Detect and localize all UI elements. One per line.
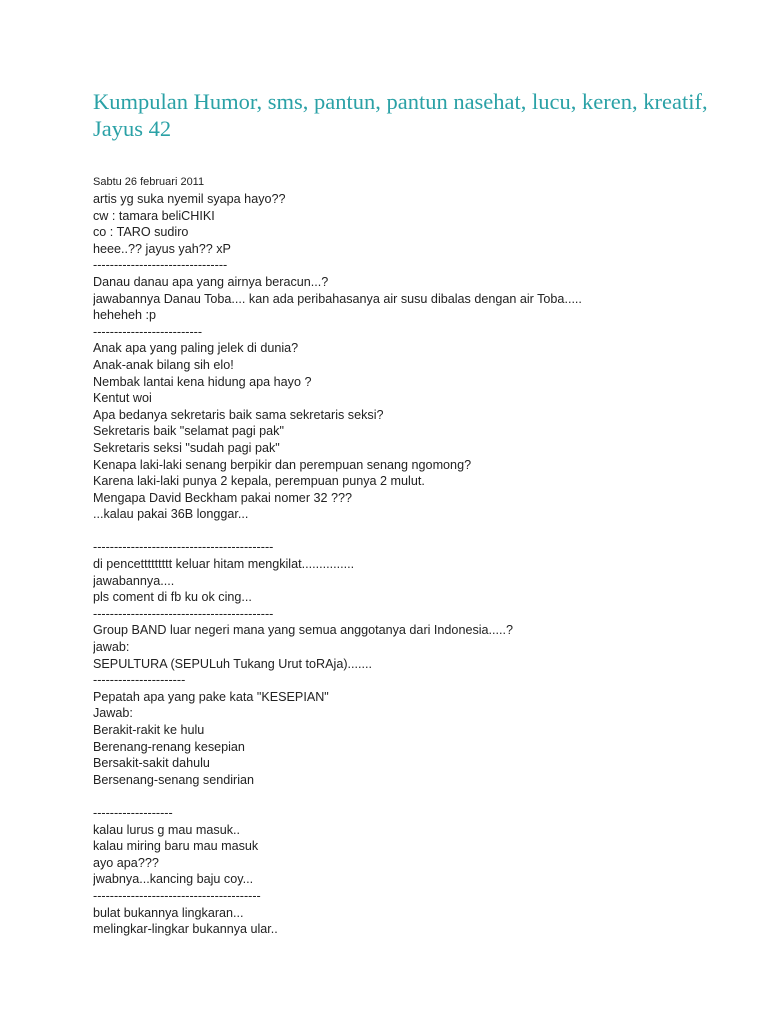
text-line: Anak-anak bilang sih elo!	[93, 357, 234, 372]
text-line: bulat bukannya lingkaran...	[93, 905, 244, 920]
text-line: Sekretaris seksi "sudah pagi pak"	[93, 440, 280, 455]
text-line: Karena laki-laki punya 2 kepala, perempuan punya 2 mulut.	[93, 474, 425, 489]
text-line: di pencettttttttt keluar hitam mengkilat...............	[93, 557, 355, 572]
text-line: Kentut woi	[93, 391, 152, 406]
text-line: kalau miring baru mau masuk	[93, 839, 259, 854]
text-line: Jawab:	[93, 706, 133, 721]
text-line: cw : tamara beliCHIKI	[93, 208, 215, 223]
text-line: Anak apa yang paling jelek di dunia?	[93, 341, 299, 356]
text-line: ...kalau pakai 36B longgar...	[93, 507, 249, 522]
text-line: Nembak lantai kena hidung apa hayo ?	[93, 374, 312, 389]
text-line: Mengapa David Beckham pakai nomer 32 ???	[93, 490, 353, 505]
text-line: heheheh :p	[93, 308, 157, 323]
text-line: Apa bedanya sekretaris baik sama sekretaris seksi?	[93, 407, 384, 422]
page-title: Kumpulan Humor, sms, pantun, pantun nasehat, lucu, keren, kreatif, Jayus 42	[93, 89, 708, 141]
post-date: Sabtu 26 februari 2011	[93, 176, 205, 188]
text-line: -------------------------------------------	[93, 540, 274, 555]
text-line: ----------------------	[93, 673, 186, 688]
text-line: artis yg suka nyemil syapa hayo??	[93, 192, 286, 206]
text-line: jawab:	[93, 640, 130, 655]
text-line: ayo apa???	[93, 855, 159, 870]
text-line: Berakit-rakit ke hulu	[93, 723, 205, 737]
text-line: Group BAND luar negeri mana yang semua anggotanya dari Indonesia.....?	[93, 623, 514, 638]
text-line: -------------------	[93, 805, 173, 820]
text-line	[93, 788, 713, 805]
text-line: jwabnya...kancing baju coy...	[93, 872, 254, 887]
text-line	[93, 523, 713, 540]
text-line: -------------------------------------------	[93, 606, 274, 621]
joke-text-block	[93, 191, 713, 938]
text-line: Pepatah apa yang pake kata "KESEPIAN"	[93, 689, 329, 704]
text-line: co : TARO sudiro	[93, 225, 189, 240]
text-line: SEPULTURA (SEPULuh Tukang Urut toRAja).......	[93, 656, 373, 671]
text-line: --------------------------	[93, 324, 203, 339]
text-line: --------------------------------	[93, 258, 228, 273]
text-line: ----------------------------------------	[93, 888, 261, 903]
text-line: kalau lurus g mau masuk..	[93, 822, 240, 837]
text-line: heee..?? jayus yah?? xP	[93, 241, 231, 256]
text-line: melingkar-lingkar bukannya ular..	[93, 922, 278, 937]
text-line: Danau danau apa yang airnya beracun...?	[93, 274, 329, 289]
text-line: pls coment di fb ku ok cing...	[93, 590, 252, 605]
text-line: Berenang-renang kesepian	[93, 739, 245, 754]
text-line: jawabannya....	[93, 573, 175, 588]
text-line: Kenapa laki-laki senang berpikir dan perempuan senang ngomong?	[93, 457, 472, 472]
text-line: Bersenang-senang sendirian	[93, 772, 255, 787]
document-page	[93, 88, 713, 938]
text-line: jawabannya Danau Toba.... kan ada peribahasanya air susu dibalas dengan air Toba.....	[93, 291, 582, 306]
text-line: Sekretaris baik "selamat pagi pak"	[93, 424, 284, 439]
text-line: Bersakit-sakit dahulu	[93, 756, 210, 771]
